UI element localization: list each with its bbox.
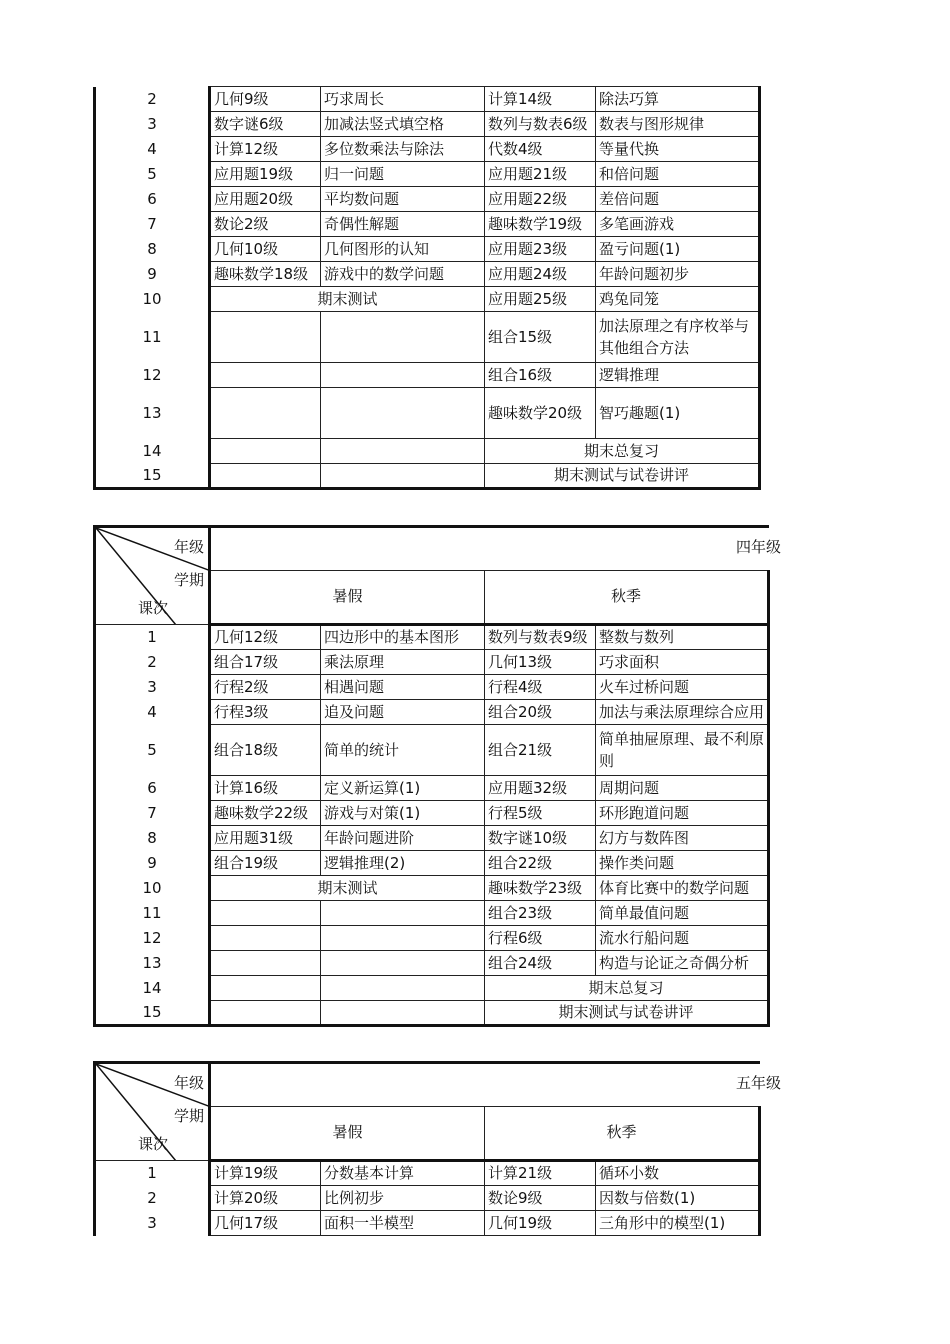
autumn-course-topic: 和倍问题 — [596, 162, 760, 187]
autumn-course-code: 应用题24级 — [485, 262, 596, 287]
autumn-course-topic: 逻辑推理 — [596, 363, 760, 388]
lesson-number: 2 — [95, 1186, 210, 1211]
summer-course-code: 行程2级 — [210, 675, 321, 700]
schedule-table-grade5 — [93, 1061, 761, 1236]
lesson-number: 2 — [95, 650, 210, 675]
autumn-course-topic: 整数与数列 — [596, 625, 769, 650]
table-row — [95, 112, 760, 137]
summer-course-code: 趣味数学18级 — [210, 262, 321, 287]
autumn-course-topic: 构造与论证之奇偶分析 — [596, 951, 769, 976]
table-row — [95, 851, 769, 876]
schedule-table-grade4 — [93, 525, 770, 1027]
lesson-number: 4 — [95, 137, 210, 162]
summer-course-topic: 面积一半模型 — [321, 1211, 485, 1236]
summer-course-topic: 归一问题 — [321, 162, 485, 187]
autumn-course-topic: 等量代换 — [596, 137, 760, 162]
autumn-course-code: 应用题21级 — [485, 162, 596, 187]
summer-course-code: 数论2级 — [210, 212, 321, 237]
autumn-course-topic: 简单最值问题 — [596, 901, 769, 926]
autumn-merged-cell: 期末总复习 — [485, 439, 760, 464]
autumn-course-topic: 差倍问题 — [596, 187, 760, 212]
autumn-course-topic: 智巧趣题(1) — [596, 388, 760, 439]
summer-course-topic: 四边形中的基本图形 — [321, 625, 485, 650]
autumn-merged-cell: 期末测试与试卷讲评 — [485, 1001, 769, 1026]
autumn-course-code: 数列与数表9级 — [485, 625, 596, 650]
autumn-merged-cell: 期末总复习 — [485, 976, 769, 1001]
table-row — [95, 826, 769, 851]
autumn-course-code: 趣味数学19级 — [485, 212, 596, 237]
table-row — [95, 776, 769, 801]
table-row — [95, 237, 760, 262]
lesson-number: 14 — [95, 976, 210, 1001]
autumn-header: 秋季 — [485, 1106, 760, 1160]
autumn-course-topic: 数表与图形规律 — [596, 112, 760, 137]
summer-course-code: 计算12级 — [210, 137, 321, 162]
summer-course-code: 组合17级 — [210, 650, 321, 675]
autumn-course-code: 组合23级 — [485, 901, 596, 926]
autumn-course-code: 应用题22级 — [485, 187, 596, 212]
summer-course-topic: 多位数乘法与除法 — [321, 137, 485, 162]
lesson-number: 11 — [95, 901, 210, 926]
summer-course-code: 应用题20级 — [210, 187, 321, 212]
summer-course-code: 组合19级 — [210, 851, 321, 876]
summer-course-topic: 简单的统计 — [321, 725, 485, 776]
summer-course-topic: 相遇问题 — [321, 675, 485, 700]
autumn-course-code: 应用题32级 — [485, 776, 596, 801]
summer-course-code: 几何12级 — [210, 625, 321, 650]
summer-empty-cell — [210, 312, 321, 363]
autumn-course-code: 数列与数表6级 — [485, 112, 596, 137]
autumn-course-code: 几何13级 — [485, 650, 596, 675]
autumn-course-code: 数字谜10级 — [485, 826, 596, 851]
summer-empty-cell — [210, 363, 321, 388]
summer-course-code: 趣味数学22级 — [210, 801, 321, 826]
lesson-number: 6 — [95, 187, 210, 212]
table-row — [95, 725, 769, 776]
lesson-number: 5 — [95, 162, 210, 187]
autumn-course-topic: 三角形中的模型(1) — [596, 1211, 760, 1236]
summer-course-topic: 比例初步 — [321, 1186, 485, 1211]
lesson-number: 10 — [95, 876, 210, 901]
table-row — [95, 976, 769, 1001]
summer-course-topic: 定义新运算(1) — [321, 776, 485, 801]
term-label: 学期 — [173, 571, 204, 589]
autumn-course-topic: 流水行船问题 — [596, 926, 769, 951]
lesson-number: 1 — [95, 625, 210, 650]
summer-course-topic: 逻辑推理(2) — [321, 851, 485, 876]
grade4-title: 四年级 — [736, 538, 782, 556]
summer-empty-cell — [210, 388, 321, 439]
autumn-course-topic: 加法原理之有序枚举与其他组合方法 — [596, 312, 760, 363]
term-label: 学期 — [173, 1107, 204, 1125]
header-diagonal-cell — [95, 527, 210, 625]
table-row — [95, 287, 760, 312]
autumn-course-code: 趣味数学23级 — [485, 876, 596, 901]
table-row — [95, 650, 769, 675]
lesson-number: 2 — [95, 87, 210, 112]
lesson-number: 8 — [95, 237, 210, 262]
autumn-course-topic: 巧求面积 — [596, 650, 769, 675]
lesson-number: 1 — [95, 1161, 210, 1186]
autumn-course-topic: 简单抽屉原理、最不利原则 — [596, 725, 769, 776]
summer-header: 暑假 — [210, 570, 485, 624]
lesson-number: 12 — [95, 926, 210, 951]
autumn-course-topic: 循环小数 — [596, 1161, 760, 1186]
autumn-course-topic: 火车过桥问题 — [596, 675, 769, 700]
summer-empty-cell — [321, 464, 485, 489]
lesson-number: 7 — [95, 212, 210, 237]
summer-merged-cell: 期末测试 — [210, 876, 485, 901]
summer-course-topic: 加减法竖式填空格 — [321, 112, 485, 137]
autumn-course-code: 行程6级 — [485, 926, 596, 951]
autumn-course-code: 行程5级 — [485, 801, 596, 826]
table-row — [95, 1186, 760, 1211]
autumn-course-topic: 加法与乘法原理综合应用 — [596, 700, 769, 725]
table-row — [95, 262, 760, 287]
summer-course-topic: 几何图形的认知 — [321, 237, 485, 262]
lesson-label: 课次 — [138, 1135, 169, 1153]
lesson-number: 8 — [95, 826, 210, 851]
summer-course-code: 计算16级 — [210, 776, 321, 801]
summer-course-code: 几何9级 — [210, 87, 321, 112]
table-row — [95, 162, 760, 187]
summer-empty-cell — [210, 439, 321, 464]
autumn-course-code: 应用题23级 — [485, 237, 596, 262]
lesson-number: 15 — [95, 464, 210, 489]
lesson-number: 6 — [95, 776, 210, 801]
table-row — [95, 1211, 760, 1236]
autumn-course-code: 组合20级 — [485, 700, 596, 725]
autumn-course-code: 行程4级 — [485, 675, 596, 700]
table-row — [95, 87, 760, 112]
lesson-number: 4 — [95, 700, 210, 725]
autumn-course-code: 组合15级 — [485, 312, 596, 363]
summer-course-code: 几何10级 — [210, 237, 321, 262]
table-row — [95, 439, 760, 464]
grade-label: 年级 — [173, 1074, 204, 1092]
summer-empty-cell — [210, 1001, 321, 1026]
summer-empty-cell — [321, 901, 485, 926]
summer-course-topic: 年龄问题进阶 — [321, 826, 485, 851]
autumn-course-topic: 幻方与数阵图 — [596, 826, 769, 851]
autumn-course-topic: 鸡兔同笼 — [596, 287, 760, 312]
summer-course-topic: 游戏与对策(1) — [321, 801, 485, 826]
autumn-course-topic: 操作类问题 — [596, 851, 769, 876]
header-diagonal-cell — [95, 1063, 210, 1161]
table-row — [95, 675, 769, 700]
lesson-number: 12 — [95, 363, 210, 388]
autumn-course-topic: 多笔画游戏 — [596, 212, 760, 237]
lesson-number: 3 — [95, 112, 210, 137]
lesson-number: 5 — [95, 725, 210, 776]
summer-course-code: 数字谜6级 — [210, 112, 321, 137]
summer-header: 暑假 — [210, 1106, 485, 1160]
table-row — [95, 363, 760, 388]
autumn-course-topic: 体育比赛中的数学问题 — [596, 876, 769, 901]
summer-merged-cell: 期末测试 — [210, 287, 485, 312]
lesson-number: 9 — [95, 851, 210, 876]
autumn-course-code: 组合21级 — [485, 725, 596, 776]
autumn-course-code: 几何19级 — [485, 1211, 596, 1236]
lesson-number: 7 — [95, 801, 210, 826]
summer-course-code: 计算20级 — [210, 1186, 321, 1211]
lesson-number: 10 — [95, 287, 210, 312]
summer-empty-cell — [210, 464, 321, 489]
lesson-number: 9 — [95, 262, 210, 287]
summer-empty-cell — [321, 976, 485, 1001]
autumn-course-topic: 盈亏问题(1) — [596, 237, 760, 262]
autumn-course-topic: 年龄问题初步 — [596, 262, 760, 287]
summer-course-code: 几何17级 — [210, 1211, 321, 1236]
lesson-number: 15 — [95, 1001, 210, 1026]
table-row — [95, 901, 769, 926]
table-row — [95, 1161, 760, 1186]
autumn-course-code: 数论9级 — [485, 1186, 596, 1211]
autumn-course-code: 组合22级 — [485, 851, 596, 876]
autumn-merged-cell: 期末测试与试卷讲评 — [485, 464, 760, 489]
lesson-number: 14 — [95, 439, 210, 464]
autumn-course-code: 计算14级 — [485, 87, 596, 112]
table-row — [95, 137, 760, 162]
table-row — [95, 1001, 769, 1026]
grade5-title: 五年级 — [736, 1074, 782, 1092]
autumn-course-topic: 环形跑道问题 — [596, 801, 769, 826]
summer-empty-cell — [210, 976, 321, 1001]
summer-course-code: 行程3级 — [210, 700, 321, 725]
summer-course-topic: 游戏中的数学问题 — [321, 262, 485, 287]
summer-empty-cell — [210, 951, 321, 976]
summer-course-topic: 分数基本计算 — [321, 1161, 485, 1186]
lesson-number: 3 — [95, 675, 210, 700]
summer-course-topic: 奇偶性解题 — [321, 212, 485, 237]
table-row — [95, 388, 760, 439]
grade-header-cell — [210, 527, 769, 571]
lesson-number: 13 — [95, 951, 210, 976]
summer-empty-cell — [210, 901, 321, 926]
lesson-number: 3 — [95, 1211, 210, 1236]
table-row — [95, 926, 769, 951]
table-row — [95, 187, 760, 212]
summer-empty-cell — [321, 1001, 485, 1026]
table-row — [95, 951, 769, 976]
schedule-table-grade3-continued — [93, 86, 761, 490]
summer-course-code: 应用题31级 — [210, 826, 321, 851]
summer-course-topic: 乘法原理 — [321, 650, 485, 675]
lesson-label: 课次 — [138, 599, 169, 617]
autumn-course-topic: 因数与倍数(1) — [596, 1186, 760, 1211]
autumn-course-code: 计算21级 — [485, 1161, 596, 1186]
autumn-course-code: 应用题25级 — [485, 287, 596, 312]
summer-course-code: 组合18级 — [210, 725, 321, 776]
summer-course-code: 应用题19级 — [210, 162, 321, 187]
autumn-course-code: 趣味数学20级 — [485, 388, 596, 439]
summer-empty-cell — [321, 951, 485, 976]
lesson-number: 13 — [95, 388, 210, 439]
table-row — [95, 876, 769, 901]
table-row — [95, 625, 769, 650]
summer-course-topic: 平均数问题 — [321, 187, 485, 212]
lesson-number: 11 — [95, 312, 210, 363]
autumn-course-topic: 除法巧算 — [596, 87, 760, 112]
table-row — [95, 312, 760, 363]
autumn-header: 秋季 — [485, 570, 769, 624]
table-row — [95, 212, 760, 237]
summer-course-code: 计算19级 — [210, 1161, 321, 1186]
table-row — [95, 801, 769, 826]
summer-empty-cell — [321, 312, 485, 363]
grade-header-cell — [210, 1063, 760, 1107]
summer-empty-cell — [321, 363, 485, 388]
summer-empty-cell — [210, 926, 321, 951]
autumn-course-topic: 周期问题 — [596, 776, 769, 801]
summer-empty-cell — [321, 926, 485, 951]
table-row — [95, 464, 760, 489]
summer-empty-cell — [321, 388, 485, 439]
autumn-course-code: 代数4级 — [485, 137, 596, 162]
summer-course-topic: 巧求周长 — [321, 87, 485, 112]
summer-course-topic: 追及问题 — [321, 700, 485, 725]
autumn-course-code: 组合16级 — [485, 363, 596, 388]
table-row — [95, 700, 769, 725]
grade-label: 年级 — [173, 538, 204, 556]
summer-empty-cell — [321, 439, 485, 464]
autumn-course-code: 组合24级 — [485, 951, 596, 976]
